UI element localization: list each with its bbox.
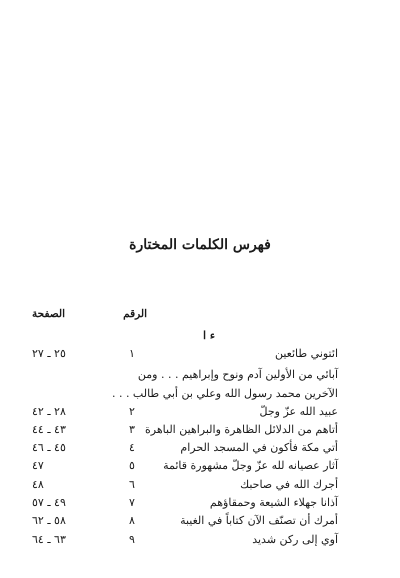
row-text: آذانا جهلاء الشيعة وحمقاؤهم — [209, 496, 338, 509]
row-text: آثار عصيانه لله عزّ وجلّ مشهورة قائمة — [163, 459, 338, 472]
row-text: أتي مكة فأكون في المسجد الحرام — [180, 441, 338, 454]
row-pages: ٤٥ ـ ٤٦ — [32, 441, 66, 454]
index-row — [38, 385, 338, 403]
index-row — [32, 494, 338, 512]
row-pages: ٥٨ ـ ٦٢ — [32, 514, 66, 527]
index-row — [32, 457, 338, 475]
row-pages: ٢٥ ـ ٢٧ — [32, 347, 66, 360]
row-number: ٦ — [129, 478, 135, 491]
row-pages: ٤٣ ـ ٤٤ — [32, 423, 66, 436]
index-row — [32, 531, 338, 549]
row-text: أتاهم من الدلائل الظاهرة والبراهين الباهرة — [145, 423, 338, 436]
row-pages: ٢٨ ـ ٤٢ — [32, 405, 66, 418]
row-number: ٤ — [129, 441, 135, 454]
page-column-header: الصفحة — [32, 308, 65, 320]
section-letter: ء ا — [202, 329, 215, 342]
row-text: آوي إلى ركن شديد — [252, 533, 338, 546]
row-number: ١ — [129, 347, 135, 360]
index-row — [32, 345, 338, 363]
row-pages: ٤٧ — [32, 459, 44, 472]
row-number: ٧ — [129, 496, 135, 509]
row-text: أمرك أن تصنّف الآن كتاباً في الغيبة — [180, 514, 338, 527]
row-text: عبيد الله عزّ وجلّ — [259, 405, 338, 418]
row-number: ٢ — [129, 405, 135, 418]
row-number: ٣ — [129, 423, 135, 436]
index-row — [32, 512, 338, 530]
number-column-header: الرقم — [123, 308, 147, 320]
row-number: ٨ — [129, 514, 135, 527]
index-row — [32, 476, 338, 494]
row-pages: ٤٩ ـ ٥٧ — [32, 496, 66, 509]
row-text: آبائي من الأولين آدم ونوح وإبراهيم . . . ومن — [137, 368, 338, 381]
index-row — [32, 421, 338, 439]
index-row — [38, 366, 338, 384]
row-number: ٥ — [129, 459, 135, 472]
row-pages: ٦٣ ـ ٦٤ — [32, 533, 66, 546]
page-title: فهرس الكلمات المختارة — [129, 237, 271, 253]
row-text: الآخرين محمد رسول الله وعلي بن أبي طالب . . . — [111, 387, 338, 400]
row-number: ٩ — [129, 533, 135, 546]
index-row — [32, 403, 338, 421]
index-row — [32, 439, 338, 457]
row-text: ائتوني طائعين — [274, 347, 338, 360]
row-text: أجرك الله في صاحبك — [240, 478, 338, 491]
row-pages: ٤٨ — [32, 478, 44, 491]
